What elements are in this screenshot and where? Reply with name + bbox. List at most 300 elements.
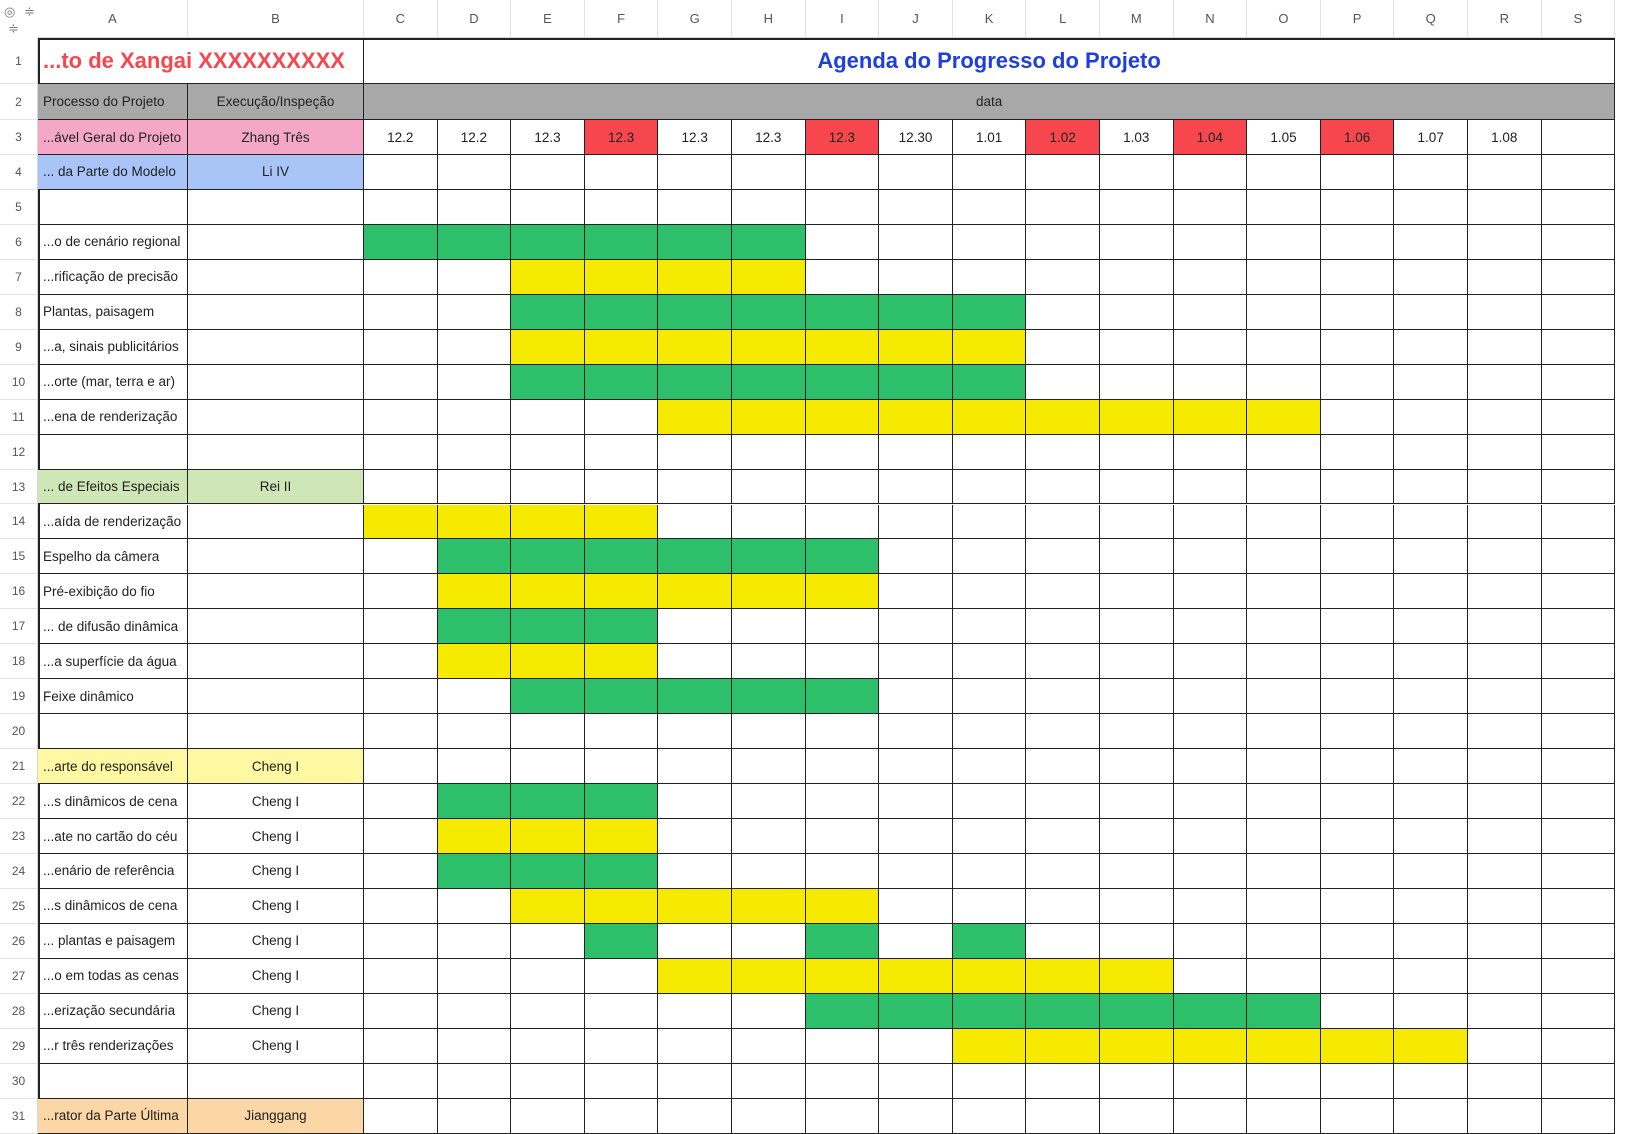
schedule-cell[interactable]: [879, 889, 953, 924]
assignee-cell[interactable]: [188, 679, 364, 714]
schedule-cell[interactable]: [1542, 225, 1616, 260]
assignee-cell[interactable]: Cheng I: [188, 1029, 364, 1064]
gantt-bar-cell[interactable]: [879, 330, 953, 365]
schedule-cell[interactable]: [1468, 1029, 1542, 1064]
schedule-cell[interactable]: [1100, 225, 1174, 260]
schedule-cell[interactable]: [511, 1029, 585, 1064]
gantt-bar-cell[interactable]: [438, 854, 512, 889]
schedule-cell[interactable]: [1321, 330, 1395, 365]
gantt-bar-cell[interactable]: [658, 679, 732, 714]
schedule-cell[interactable]: [658, 714, 732, 749]
schedule-cell[interactable]: [658, 470, 732, 505]
schedule-cell[interactable]: [732, 784, 806, 819]
schedule-cell[interactable]: [364, 609, 438, 644]
schedule-cell[interactable]: [1542, 959, 1616, 994]
row-header-26[interactable]: 26: [0, 924, 38, 959]
schedule-cell[interactable]: [1394, 539, 1468, 574]
schedule-cell[interactable]: [1542, 155, 1616, 190]
gantt-bar-cell[interactable]: [806, 924, 880, 959]
schedule-cell[interactable]: [1468, 854, 1542, 889]
schedule-cell[interactable]: [1542, 574, 1616, 609]
task-name-cell[interactable]: [38, 1064, 188, 1099]
schedule-cell[interactable]: [1468, 959, 1542, 994]
schedule-cell[interactable]: [1321, 1099, 1395, 1134]
task-name-cell[interactable]: Feixe dinâmico: [38, 679, 188, 714]
schedule-cell[interactable]: [1174, 470, 1248, 505]
schedule-cell[interactable]: [879, 505, 953, 540]
row-header-16[interactable]: 16: [0, 574, 38, 609]
task-name-cell[interactable]: ... da Parte do Modelo: [38, 155, 188, 190]
gantt-bar-cell[interactable]: [879, 959, 953, 994]
schedule-cell[interactable]: [1247, 295, 1321, 330]
task-name-cell[interactable]: [38, 714, 188, 749]
task-name-cell[interactable]: ...s dinâmicos de cena: [38, 889, 188, 924]
schedule-cell[interactable]: [1174, 924, 1248, 959]
schedule-cell[interactable]: [1100, 295, 1174, 330]
schedule-cell[interactable]: [1247, 435, 1321, 470]
gantt-bar-cell[interactable]: [585, 819, 659, 854]
task-name-cell[interactable]: [38, 435, 188, 470]
header-processo[interactable]: Processo do Projeto: [38, 84, 188, 120]
gantt-bar-cell[interactable]: [438, 539, 512, 574]
schedule-cell[interactable]: [879, 749, 953, 784]
schedule-cell[interactable]: [1247, 1064, 1321, 1099]
schedule-cell[interactable]: [1174, 679, 1248, 714]
gantt-bar-cell[interactable]: [953, 400, 1027, 435]
schedule-cell[interactable]: [806, 714, 880, 749]
gantt-bar-cell[interactable]: [806, 889, 880, 924]
schedule-cell[interactable]: [1247, 854, 1321, 889]
row-header-4[interactable]: 4: [0, 155, 38, 190]
schedule-cell[interactable]: [1321, 470, 1395, 505]
schedule-cell[interactable]: [953, 260, 1027, 295]
date-cell[interactable]: 12.3: [658, 120, 732, 155]
schedule-cell[interactable]: [1321, 295, 1395, 330]
gantt-bar-cell[interactable]: [438, 609, 512, 644]
schedule-cell[interactable]: [658, 155, 732, 190]
column-header-r[interactable]: R: [1468, 0, 1542, 38]
row-header-12[interactable]: 12: [0, 435, 38, 470]
row-header-21[interactable]: 21: [0, 749, 38, 784]
schedule-cell[interactable]: [1321, 854, 1395, 889]
schedule-cell[interactable]: [511, 994, 585, 1029]
column-header-n[interactable]: N: [1174, 0, 1248, 38]
schedule-cell[interactable]: [364, 365, 438, 400]
gantt-bar-cell[interactable]: [879, 295, 953, 330]
gantt-bar-cell[interactable]: [511, 295, 585, 330]
schedule-cell[interactable]: [1542, 1064, 1616, 1099]
column-header-g[interactable]: G: [658, 0, 732, 38]
schedule-cell[interactable]: [1542, 994, 1616, 1029]
row-header-5[interactable]: 5: [0, 190, 38, 225]
schedule-cell[interactable]: [953, 889, 1027, 924]
schedule-cell[interactable]: [658, 819, 732, 854]
task-name-cell[interactable]: ...rificação de precisão: [38, 260, 188, 295]
schedule-cell[interactable]: [1394, 505, 1468, 540]
schedule-cell[interactable]: [1174, 959, 1248, 994]
gantt-bar-cell[interactable]: [658, 889, 732, 924]
gantt-bar-cell[interactable]: [658, 539, 732, 574]
schedule-cell[interactable]: [806, 609, 880, 644]
schedule-cell[interactable]: [1394, 994, 1468, 1029]
column-header-a[interactable]: A: [38, 0, 188, 38]
task-name-cell[interactable]: ...arte do responsável: [38, 749, 188, 784]
assignee-cell[interactable]: [188, 260, 364, 295]
schedule-cell[interactable]: [1321, 435, 1395, 470]
schedule-cell[interactable]: [732, 819, 806, 854]
schedule-cell[interactable]: [1174, 889, 1248, 924]
schedule-cell[interactable]: [438, 1064, 512, 1099]
assignee-cell[interactable]: [188, 644, 364, 679]
schedule-cell[interactable]: [1468, 330, 1542, 365]
schedule-cell[interactable]: [1100, 679, 1174, 714]
schedule-cell[interactable]: [732, 1029, 806, 1064]
gantt-bar-cell[interactable]: [806, 539, 880, 574]
schedule-cell[interactable]: [438, 924, 512, 959]
row-header-7[interactable]: 7: [0, 260, 38, 295]
schedule-cell[interactable]: [879, 155, 953, 190]
schedule-cell[interactable]: [953, 155, 1027, 190]
schedule-cell[interactable]: [1394, 330, 1468, 365]
gantt-bar-cell[interactable]: [438, 644, 512, 679]
schedule-cell[interactable]: [806, 505, 880, 540]
gantt-bar-cell[interactable]: [511, 609, 585, 644]
gantt-bar-cell[interactable]: [511, 330, 585, 365]
schedule-cell[interactable]: [1468, 505, 1542, 540]
schedule-cell[interactable]: [1468, 889, 1542, 924]
schedule-cell[interactable]: [1100, 889, 1174, 924]
assignee-cell[interactable]: Cheng I: [188, 889, 364, 924]
schedule-cell[interactable]: [1468, 819, 1542, 854]
schedule-cell[interactable]: [658, 609, 732, 644]
schedule-cell[interactable]: [953, 609, 1027, 644]
schedule-cell[interactable]: [806, 1029, 880, 1064]
schedule-cell[interactable]: [806, 784, 880, 819]
gantt-bar-cell[interactable]: [1247, 1029, 1321, 1064]
header-data[interactable]: data: [364, 84, 1615, 120]
schedule-cell[interactable]: [511, 714, 585, 749]
schedule-cell[interactable]: [658, 994, 732, 1029]
schedule-cell[interactable]: [1100, 819, 1174, 854]
gantt-bar-cell[interactable]: [1174, 400, 1248, 435]
gantt-bar-cell[interactable]: [732, 260, 806, 295]
gantt-bar-cell[interactable]: [1026, 959, 1100, 994]
row-header-11[interactable]: 11: [0, 400, 38, 435]
assignee-cell[interactable]: Zhang Três: [188, 120, 364, 155]
schedule-cell[interactable]: [953, 854, 1027, 889]
schedule-cell[interactable]: [953, 539, 1027, 574]
gantt-bar-cell[interactable]: [511, 644, 585, 679]
schedule-cell[interactable]: [364, 644, 438, 679]
gantt-bar-cell[interactable]: [1026, 1029, 1100, 1064]
task-name-cell[interactable]: ...aída de renderização: [38, 505, 188, 540]
schedule-cell[interactable]: [1100, 1064, 1174, 1099]
schedule-cell[interactable]: [1026, 1099, 1100, 1134]
schedule-cell[interactable]: [1468, 295, 1542, 330]
column-header-i[interactable]: I: [806, 0, 880, 38]
schedule-cell[interactable]: [511, 435, 585, 470]
schedule-cell[interactable]: [364, 435, 438, 470]
schedule-cell[interactable]: [1247, 574, 1321, 609]
schedule-cell[interactable]: [1321, 959, 1395, 994]
schedule-cell[interactable]: [1542, 924, 1616, 959]
row-header-29[interactable]: 29: [0, 1029, 38, 1064]
schedule-cell[interactable]: [511, 400, 585, 435]
schedule-cell[interactable]: [953, 819, 1027, 854]
schedule-cell[interactable]: [364, 260, 438, 295]
schedule-cell[interactable]: [1247, 470, 1321, 505]
schedule-cell[interactable]: [511, 470, 585, 505]
schedule-cell[interactable]: [438, 1029, 512, 1064]
gantt-bar-cell[interactable]: [511, 574, 585, 609]
schedule-cell[interactable]: [438, 959, 512, 994]
schedule-cell[interactable]: [1542, 260, 1616, 295]
schedule-cell[interactable]: [1174, 1099, 1248, 1134]
schedule-cell[interactable]: [511, 155, 585, 190]
schedule-cell[interactable]: [438, 889, 512, 924]
schedule-cell[interactable]: [1542, 854, 1616, 889]
date-cell[interactable]: 1.03: [1100, 120, 1174, 155]
schedule-cell[interactable]: [732, 1099, 806, 1134]
gantt-bar-cell[interactable]: [1321, 1029, 1395, 1064]
schedule-cell[interactable]: [1026, 889, 1100, 924]
schedule-cell[interactable]: [1321, 365, 1395, 400]
row-header-22[interactable]: 22: [0, 784, 38, 819]
gantt-bar-cell[interactable]: [732, 225, 806, 260]
schedule-cell[interactable]: [1321, 819, 1395, 854]
schedule-cell[interactable]: [732, 644, 806, 679]
schedule-cell[interactable]: [732, 924, 806, 959]
schedule-cell[interactable]: [364, 400, 438, 435]
schedule-cell[interactable]: [1542, 295, 1616, 330]
assignee-cell[interactable]: [188, 714, 364, 749]
gantt-bar-cell[interactable]: [364, 225, 438, 260]
gantt-bar-cell[interactable]: [511, 679, 585, 714]
schedule-cell[interactable]: [1026, 574, 1100, 609]
schedule-cell[interactable]: [1542, 784, 1616, 819]
gantt-bar-cell[interactable]: [732, 574, 806, 609]
column-header-q[interactable]: Q: [1394, 0, 1468, 38]
row-header-19[interactable]: 19: [0, 679, 38, 714]
schedule-cell[interactable]: [438, 749, 512, 784]
schedule-cell[interactable]: [1174, 365, 1248, 400]
date-cell[interactable]: 1.04: [1174, 120, 1248, 155]
schedule-cell[interactable]: [732, 609, 806, 644]
schedule-cell[interactable]: [732, 505, 806, 540]
schedule-cell[interactable]: [658, 1099, 732, 1134]
schedule-cell[interactable]: [1542, 330, 1616, 365]
schedule-cell[interactable]: [1100, 330, 1174, 365]
date-cell[interactable]: 12.3: [732, 120, 806, 155]
schedule-cell[interactable]: [1394, 889, 1468, 924]
schedule-cell[interactable]: [658, 505, 732, 540]
gantt-bar-cell[interactable]: [806, 679, 880, 714]
schedule-cell[interactable]: [1394, 295, 1468, 330]
schedule-cell[interactable]: [1174, 854, 1248, 889]
schedule-cell[interactable]: [1468, 924, 1542, 959]
schedule-cell[interactable]: [1542, 609, 1616, 644]
schedule-cell[interactable]: [585, 155, 659, 190]
schedule-cell[interactable]: [1321, 1064, 1395, 1099]
column-header-s[interactable]: S: [1542, 0, 1616, 38]
row-header-20[interactable]: 20: [0, 714, 38, 749]
gantt-bar-cell[interactable]: [732, 959, 806, 994]
schedule-cell[interactable]: [1174, 1064, 1248, 1099]
schedule-cell[interactable]: [585, 994, 659, 1029]
gantt-bar-cell[interactable]: [953, 924, 1027, 959]
date-cell[interactable]: 12.3: [585, 120, 659, 155]
column-header-m[interactable]: M: [1100, 0, 1174, 38]
schedule-cell[interactable]: [1542, 819, 1616, 854]
schedule-cell[interactable]: [732, 155, 806, 190]
schedule-cell[interactable]: [1174, 190, 1248, 225]
schedule-cell[interactable]: [585, 749, 659, 784]
task-name-cell[interactable]: ... de difusão dinâmica: [38, 609, 188, 644]
schedule-cell[interactable]: [1247, 260, 1321, 295]
schedule-cell[interactable]: [364, 994, 438, 1029]
task-name-cell[interactable]: ...erização secundária: [38, 994, 188, 1029]
schedule-cell[interactable]: [438, 435, 512, 470]
gantt-bar-cell[interactable]: [806, 295, 880, 330]
schedule-cell[interactable]: [879, 539, 953, 574]
schedule-cell[interactable]: [1026, 365, 1100, 400]
row-header-3[interactable]: 3: [0, 120, 38, 155]
schedule-cell[interactable]: [1394, 435, 1468, 470]
schedule-cell[interactable]: [364, 1099, 438, 1134]
schedule-cell[interactable]: [1100, 539, 1174, 574]
schedule-cell[interactable]: [953, 470, 1027, 505]
schedule-cell[interactable]: [1321, 784, 1395, 819]
task-name-cell[interactable]: ...ate no cartão do céu: [38, 819, 188, 854]
task-name-cell[interactable]: ... de Efeitos Especiais: [38, 470, 188, 505]
schedule-cell[interactable]: [511, 1099, 585, 1134]
schedule-cell[interactable]: [438, 679, 512, 714]
schedule-cell[interactable]: [732, 749, 806, 784]
gantt-bar-cell[interactable]: [585, 679, 659, 714]
gantt-bar-cell[interactable]: [1247, 400, 1321, 435]
schedule-cell[interactable]: [1247, 749, 1321, 784]
assignee-cell[interactable]: [188, 225, 364, 260]
gantt-bar-cell[interactable]: [806, 330, 880, 365]
schedule-cell[interactable]: [1542, 1029, 1616, 1064]
schedule-cell[interactable]: [364, 295, 438, 330]
schedule-cell[interactable]: [1247, 644, 1321, 679]
schedule-cell[interactable]: [511, 190, 585, 225]
schedule-cell[interactable]: [1542, 505, 1616, 540]
column-header-j[interactable]: J: [879, 0, 953, 38]
schedule-cell[interactable]: [953, 1099, 1027, 1134]
schedule-cell[interactable]: [1100, 155, 1174, 190]
column-header-k[interactable]: K: [953, 0, 1027, 38]
schedule-cell[interactable]: [1026, 609, 1100, 644]
schedule-cell[interactable]: [879, 854, 953, 889]
schedule-cell[interactable]: [1174, 539, 1248, 574]
schedule-cell[interactable]: [953, 784, 1027, 819]
gantt-bar-cell[interactable]: [1100, 1029, 1174, 1064]
schedule-cell[interactable]: [1247, 889, 1321, 924]
schedule-cell[interactable]: [1026, 330, 1100, 365]
date-cell[interactable]: 1.08: [1468, 120, 1542, 155]
schedule-cell[interactable]: [879, 784, 953, 819]
gantt-bar-cell[interactable]: [953, 330, 1027, 365]
schedule-cell[interactable]: [1026, 435, 1100, 470]
row-header-28[interactable]: 28: [0, 994, 38, 1029]
column-header-f[interactable]: F: [585, 0, 659, 38]
schedule-cell[interactable]: [1100, 609, 1174, 644]
assignee-cell[interactable]: Li IV: [188, 155, 364, 190]
schedule-cell[interactable]: [1542, 190, 1616, 225]
schedule-cell[interactable]: [438, 994, 512, 1029]
gantt-bar-cell[interactable]: [658, 959, 732, 994]
gantt-bar-cell[interactable]: [732, 889, 806, 924]
row-header-9[interactable]: 9: [0, 330, 38, 365]
task-name-cell[interactable]: ...r três renderizações: [38, 1029, 188, 1064]
row-header-2[interactable]: 2: [0, 84, 38, 120]
gantt-bar-cell[interactable]: [511, 260, 585, 295]
schedule-cell[interactable]: [1100, 924, 1174, 959]
gantt-bar-cell[interactable]: [1394, 1029, 1468, 1064]
schedule-cell[interactable]: [1394, 574, 1468, 609]
gantt-bar-cell[interactable]: [1174, 1029, 1248, 1064]
schedule-cell[interactable]: [585, 714, 659, 749]
schedule-cell[interactable]: [1394, 644, 1468, 679]
schedule-cell[interactable]: [1100, 1099, 1174, 1134]
schedule-cell[interactable]: [806, 854, 880, 889]
schedule-cell[interactable]: [1026, 749, 1100, 784]
schedule-cell[interactable]: [1468, 190, 1542, 225]
gantt-bar-cell[interactable]: [732, 400, 806, 435]
row-header-24[interactable]: 24: [0, 854, 38, 889]
gantt-bar-cell[interactable]: [658, 295, 732, 330]
gantt-bar-cell[interactable]: [658, 330, 732, 365]
gantt-bar-cell[interactable]: [1100, 400, 1174, 435]
schedule-cell[interactable]: [1100, 505, 1174, 540]
schedule-cell[interactable]: [585, 1064, 659, 1099]
schedule-cell[interactable]: [1468, 574, 1542, 609]
task-name-cell[interactable]: ...a superfície da água: [38, 644, 188, 679]
schedule-cell[interactable]: [953, 644, 1027, 679]
schedule-cell[interactable]: [1247, 190, 1321, 225]
schedule-cell[interactable]: [1100, 470, 1174, 505]
gantt-bar-cell[interactable]: [732, 295, 806, 330]
schedule-cell[interactable]: [953, 190, 1027, 225]
date-cell[interactable]: 1.06: [1321, 120, 1395, 155]
schedule-cell[interactable]: [1026, 714, 1100, 749]
schedule-cell[interactable]: [1247, 539, 1321, 574]
schedule-cell[interactable]: [364, 470, 438, 505]
schedule-cell[interactable]: [658, 854, 732, 889]
schedule-cell[interactable]: [438, 365, 512, 400]
assignee-cell[interactable]: [188, 1064, 364, 1099]
gantt-bar-cell[interactable]: [585, 644, 659, 679]
schedule-cell[interactable]: [1394, 819, 1468, 854]
schedule-cell[interactable]: [1100, 854, 1174, 889]
schedule-cell[interactable]: [1542, 749, 1616, 784]
row-header-30[interactable]: 30: [0, 1064, 38, 1099]
column-header-l[interactable]: L: [1026, 0, 1100, 38]
schedule-cell[interactable]: [953, 574, 1027, 609]
schedule-cell[interactable]: [1542, 679, 1616, 714]
date-cell[interactable]: 12.3: [511, 120, 585, 155]
schedule-cell[interactable]: [1174, 714, 1248, 749]
schedule-cell[interactable]: [364, 539, 438, 574]
freeze-columns-icon[interactable]: ≑: [24, 4, 35, 19]
schedule-cell[interactable]: [438, 190, 512, 225]
schedule-cell[interactable]: [511, 1064, 585, 1099]
schedule-cell[interactable]: [732, 714, 806, 749]
assignee-cell[interactable]: Cheng I: [188, 819, 364, 854]
schedule-cell[interactable]: [1468, 714, 1542, 749]
